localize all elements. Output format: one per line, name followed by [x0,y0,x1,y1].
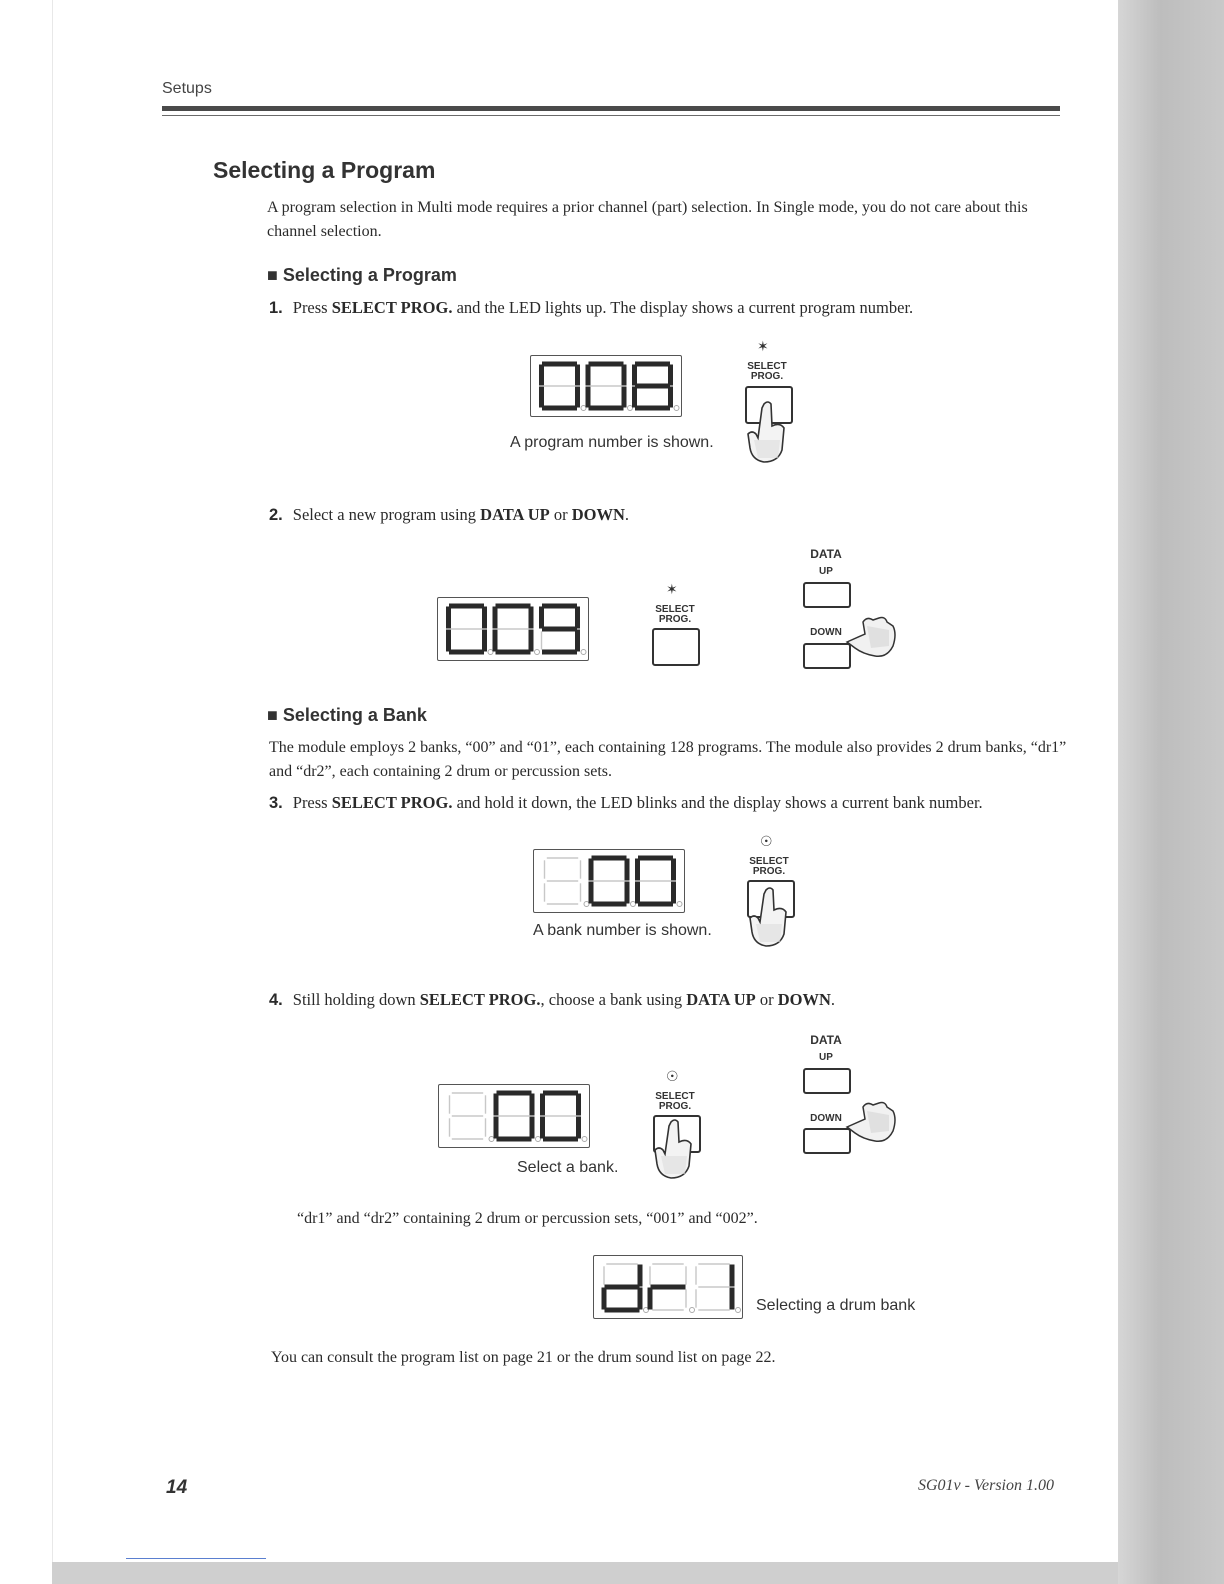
page-title: Selecting a Program [213,157,436,183]
lcd-display [533,849,685,913]
step-3: 3. Press SELECT PROG. and hold it down, the LED blinks and the display shows a current bank number. [269,793,983,812]
select-prog-label: SELECT PROG. [749,856,789,877]
data-label: DATA [810,547,842,561]
header-rule-thin [162,115,1060,116]
seven-segment-digits [534,850,684,912]
decimal-point [581,406,586,411]
page-edge [52,0,53,1562]
select-prog-label: SELECT PROG. [747,361,787,382]
lcd-display [593,1255,743,1319]
led-lit-icon: ✶ [757,340,769,355]
select-prog-label: SELECT PROG. [655,604,695,625]
figure-caption: Selecting a drum bank [756,1297,916,1314]
subheading-program: ■ Selecting a Program [267,265,457,285]
select-prog-ref: SELECT PROG. [419,990,541,1009]
decimal-point [631,902,636,907]
pressing-hand-icon [746,886,792,948]
closing-paragraph: You can consult the program list on page 21 or the drum sound list on page 22. [271,1349,776,1366]
figure-caption: A program number is shown. [510,434,714,451]
footer-link-underline [126,1558,266,1559]
down-ref: DOWN [571,505,625,524]
step-4: 4. Still holding down SELECT PROG., choose a bank using DATA UP or DOWN. [269,990,836,1009]
up-label: UP [819,1052,833,1063]
decimal-point [488,650,493,655]
section-header: Setups [162,80,212,97]
decimal-point [677,902,682,907]
decimal-point [489,1137,494,1142]
lcd-display [437,597,589,661]
intro-paragraph: A program selection in Multi mode requires a prior channel (part) selection. In Single mode, you do not care about this channel selection. [267,199,1028,240]
decimal-point [535,650,540,655]
led-blinking-icon: ☉ [760,835,773,850]
decimal-point [736,1308,741,1313]
drum-bank-note: “dr1” and “dr2” containing 2 drum or percussion sets, “001” and “002”. [297,1210,758,1227]
decimal-point [582,1137,587,1142]
pressing-hand-icon [744,400,790,464]
data-down-button[interactable] [803,643,851,669]
step-number: 3. [269,794,283,812]
seven-segment-digits [594,1256,742,1318]
footer-version: SG01v - Version 1.00 [918,1477,1054,1494]
lcd-display [530,355,682,417]
decimal-point [628,406,633,411]
data-up-ref: DATA UP [480,505,550,524]
led-blinking-icon: ☉ [666,1070,679,1085]
scan-margin-right [1118,0,1224,1584]
down-label: DOWN [810,1113,842,1124]
data-up-ref: DATA UP [686,990,756,1009]
scan-margin-bottom [52,1562,1118,1584]
down-ref: DOWN [777,990,831,1009]
step-number: 1. [269,299,283,317]
figure-caption: A bank number is shown. [533,922,712,939]
select-prog-ref: SELECT PROG. [331,793,453,812]
data-up-button[interactable] [803,582,851,608]
decimal-point [690,1308,695,1313]
lcd-display [438,1084,590,1148]
down-label: DOWN [810,627,842,638]
decimal-point [536,1137,541,1142]
decimal-point [674,406,679,411]
select-prog-button[interactable] [652,628,700,666]
pressing-hand-icon [651,1118,697,1180]
seven-segment-digits [531,356,681,416]
decimal-point [584,902,589,907]
up-label: UP [819,566,833,577]
decimal-point [581,650,586,655]
page-number: 14 [166,1477,188,1498]
subheading-bank: ■ Selecting a Bank [267,705,427,725]
data-label: DATA [810,1033,842,1047]
step-number: 4. [269,991,283,1009]
select-prog-ref: SELECT PROG. [331,298,453,317]
pressing-hand-icon [845,1097,897,1145]
led-lit-icon: ✶ [666,583,678,598]
pressing-hand-icon [845,612,897,660]
select-prog-label: SELECT PROG. [655,1091,695,1112]
bank-paragraph: The module employs 2 banks, “00” and “01”, each containing 128 programs. The module also provides 2 drum banks, “dr1” and “dr2”, each containing 2 drum or percussion sets. [269,739,1067,780]
seven-segment-digits [439,1085,589,1147]
data-up-button[interactable] [803,1068,851,1094]
step-2: 2. Select a new program using DATA UP or DOWN. [269,505,629,524]
step-1: 1. Press SELECT PROG. and the LED lights up. The display shows a current program number. [269,298,914,317]
figure-caption: Select a bank. [517,1159,619,1176]
step-number: 2. [269,506,283,524]
data-down-button[interactable] [803,1128,851,1154]
header-rule-thick [162,106,1060,111]
seven-segment-digits [438,598,588,660]
